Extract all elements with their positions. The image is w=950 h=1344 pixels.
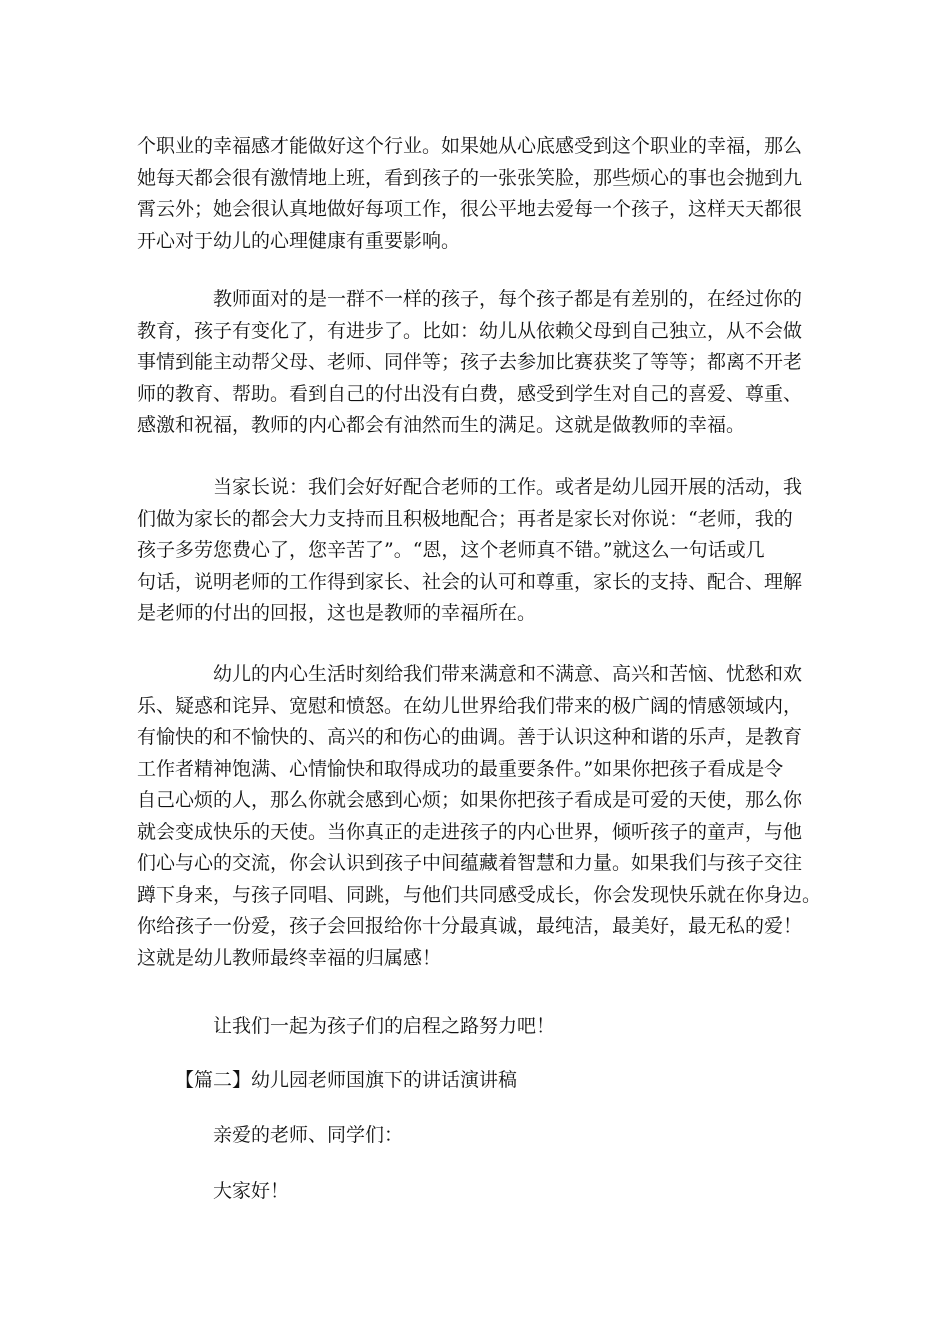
section-heading xyxy=(137,1065,827,1097)
text-line: 这就是幼儿教师最终幸福的归属感！ xyxy=(137,946,442,969)
text-line: 就会变成快乐的天使。当你真正的走进孩子的内心世界，倾听孩子的童声，与他 xyxy=(137,820,803,843)
paragraph-2 xyxy=(137,284,827,442)
paragraph-4 xyxy=(137,659,827,974)
greeting xyxy=(137,1120,827,1152)
text-line: 有愉快的和不愉快的、高兴的和伤心的曲调。善于认识这种和谐的乐声，是教育 xyxy=(137,726,803,748)
text-line: 句话，说明老师的工作得到家长、社会的认可和尊重，家长的支持、配合、理解 xyxy=(137,570,803,593)
text-line: 工作者精神饱满、心情愉快和取得成功的最重要条件。”如果你把孩子看成是令 xyxy=(137,757,784,780)
text-line: 霄云外；她会很认真地做好每项工作，很公平地去爱每一个孩子，这样天天都很 xyxy=(137,198,803,220)
text-line: 孩子多劳您费心了，您辛苦了”。“恩，这个老师真不错。”就这么一句话或几 xyxy=(137,539,765,561)
text-line: 是老师的付出的回报，这也是教师的幸福所在。 xyxy=(137,602,537,624)
text-line: 蹲下身来，与孩子同唱、同跳，与他们共同感受成长，你会发现快乐就在你身边。 xyxy=(137,883,822,906)
text-line: 你给孩子一份爱，孩子会回报给你十分最真诚，最纯洁，最美好，最无私的爱！ xyxy=(137,915,803,937)
text-line: 教师面对的是一群不一样的孩子，每个孩子都是有差别的，在经过你的 xyxy=(213,288,803,310)
text-line: 们心与心的交流，你会认识到孩子中间蕴藏着智慧和力量。如果我们与孩子交往 xyxy=(137,852,803,874)
text-line: 开心对于幼儿的心理健康有重要影响。 xyxy=(137,229,461,252)
paragraph-1 xyxy=(137,131,827,257)
text-line: 事情到能主动帮父母、老师、同伴等；孩子去参加比赛获奖了等等；都离不开老 xyxy=(137,351,803,373)
salutation-text: 大家好！ xyxy=(213,1180,290,1202)
text-line: 师的教育、帮助。看到自己的付出没有白费，感受到学生对自己的喜爱、尊重、 xyxy=(137,382,803,405)
text-line: 当家长说：我们会好好配合老师的工作。或者是幼儿园开展的活动，我 xyxy=(213,476,803,498)
text-line: 自己心烦的人，那么你就会感到心烦；如果你把孩子看成是可爱的天使，那么你 xyxy=(137,789,803,811)
text-line: 她每天都会很有激情地上班，看到孩子的一张张笑脸，那些烦心的事也会抛到九 xyxy=(137,166,803,189)
greeting-text: 亲爱的老师、同学们： xyxy=(213,1124,404,1146)
text-line: 让我们一起为孩子们的启程之路努力吧！ xyxy=(213,1015,556,1037)
paragraph-5 xyxy=(137,1011,827,1043)
salutation xyxy=(137,1176,827,1208)
section-heading-text: 【篇二】幼儿园老师国旗下的讲话演讲稿 xyxy=(175,1069,518,1091)
text-line: 教育，孩子有变化了，有进步了。比如：幼儿从依赖父母到自己独立，从不会做 xyxy=(137,319,803,342)
text-line: 幼儿的内心生活时刻给我们带来满意和不满意、高兴和苦恼、忧愁和欢 xyxy=(213,663,803,685)
paragraph-3 xyxy=(137,472,827,630)
text-line: 们做为家长的都会大力支持而且积极地配合；再者是家长对你说：“老师，我的 xyxy=(137,507,793,530)
text-line: 乐、疑惑和诧异、宽慰和愤怒。在幼儿世界给我们带来的极广阔的情感领域内， xyxy=(137,694,803,717)
text-line: 感激和祝福，教师的内心都会有油然而生的满足。这就是做教师的幸福。 xyxy=(137,414,746,436)
text-line: 个职业的幸福感才能做好这个行业。如果她从心底感受到这个职业的幸福，那么 xyxy=(137,135,803,157)
